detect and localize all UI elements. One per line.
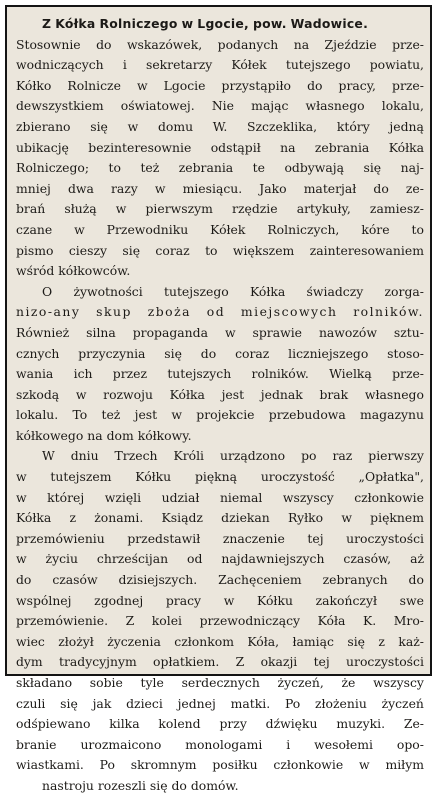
- article-word: muzyki.: [336, 716, 386, 732]
- article-word: miejscowych: [240, 304, 338, 320]
- article-word: sekretarzy: [145, 57, 213, 73]
- article-word: tej: [307, 530, 324, 546]
- article-word: własnego: [305, 98, 365, 114]
- article-word: wspólnej: [16, 592, 72, 608]
- article-word: Stosownie: [16, 36, 81, 52]
- article-word: do: [16, 572, 32, 588]
- article-word: Kółka: [249, 283, 286, 299]
- article-word: ze-: [405, 180, 424, 196]
- article-word: Również: [16, 324, 70, 340]
- article-word: tutejszem: [50, 469, 112, 485]
- article-word: się: [164, 345, 182, 361]
- article-word: W.: [212, 118, 228, 134]
- article-word: skromnym: [130, 757, 197, 773]
- article-word: do: [408, 572, 424, 588]
- article-word: Z: [125, 613, 135, 629]
- article-word: w: [74, 221, 85, 237]
- article-word: sprawie: [252, 324, 302, 340]
- article-word: Króli: [173, 448, 205, 464]
- article-word: tyle: [140, 675, 164, 690]
- article-word: mając: [251, 98, 289, 114]
- article-line: [16, 735, 424, 756]
- article-word: się: [60, 695, 78, 711]
- article-line: [16, 179, 424, 200]
- article-word: dniu: [70, 448, 99, 464]
- article-word: udział: [161, 489, 200, 505]
- article-line: [16, 529, 424, 550]
- article-line: [16, 694, 424, 715]
- article-word: zainteresowaniem: [309, 242, 424, 258]
- article-word: składano: [16, 675, 73, 690]
- article-word: kółkowego: [16, 427, 84, 443]
- article-word: kolei: [151, 613, 183, 629]
- article-word: Przewodniku: [106, 221, 189, 237]
- article-word: z: [378, 633, 385, 649]
- article-word: domów.: [190, 777, 239, 793]
- article-word: Nie: [211, 98, 234, 114]
- article-word: miłym: [385, 757, 424, 773]
- article-word: do: [96, 36, 112, 52]
- article-word: liczniejszego: [288, 345, 369, 361]
- article-word: życzeń: [381, 695, 424, 711]
- article-word: Zachęceniem: [218, 572, 302, 588]
- article-word: pismo: [16, 242, 54, 258]
- article-word: własnego: [364, 386, 424, 402]
- article-word: świadczy: [306, 283, 364, 299]
- article-line: [16, 344, 424, 365]
- article-word: w: [341, 510, 352, 526]
- article-word: zorga-: [384, 283, 424, 299]
- article-word: monologami: [185, 736, 263, 752]
- article-word: na: [280, 139, 296, 155]
- article-word: Ryłko: [288, 510, 324, 526]
- article-word: członkowie: [354, 489, 424, 505]
- article-word: nizo-any: [16, 304, 81, 320]
- article-word: pracy: [165, 592, 202, 608]
- article-word: z: [69, 510, 77, 526]
- article-word: Kóła,: [247, 633, 280, 649]
- article-word: w: [223, 592, 235, 608]
- article-word: uroczystość: [260, 469, 335, 485]
- article-word: przyczynia: [78, 345, 146, 361]
- article-line: [16, 570, 424, 591]
- article-word: w: [224, 324, 236, 340]
- article-line: [16, 508, 424, 529]
- article-word: przy: [219, 716, 247, 732]
- article-word: posiłku: [212, 757, 258, 773]
- article-word: kółkowców.: [58, 263, 131, 279]
- article-word: w: [16, 551, 27, 567]
- article-word: serdecznych: [181, 675, 260, 690]
- article-word: jest: [221, 386, 245, 402]
- article-word: Kółka: [169, 386, 205, 402]
- article-word: której: [47, 489, 85, 505]
- article-word: do: [373, 180, 389, 196]
- article-word: aż: [410, 551, 424, 567]
- article-word: jedną: [389, 118, 424, 134]
- article-word: cznych: [16, 345, 60, 361]
- article-word: lokalu.: [16, 407, 59, 423]
- article-word: wesołemi: [314, 736, 373, 752]
- article-word: podanych: [217, 36, 279, 52]
- article-word: Lgocie,: [197, 16, 250, 31]
- article-word: lokalu,: [381, 98, 424, 114]
- article-word: kółkowy.: [137, 427, 192, 443]
- article-word: Mro-: [393, 613, 424, 629]
- article-word: brak: [319, 386, 349, 402]
- article-word: w: [154, 180, 166, 196]
- article-line: [16, 76, 424, 97]
- article-word: w: [171, 407, 182, 423]
- article-word: uroczystości: [346, 654, 424, 670]
- article-word: Kółku: [257, 592, 293, 608]
- article-word: projekcie: [196, 407, 255, 423]
- article-word: dwa: [67, 180, 94, 196]
- article-word: nastroju: [42, 777, 94, 793]
- article-word: silna: [86, 324, 116, 340]
- article-word: życzeń,: [277, 675, 324, 690]
- article-line: [16, 755, 424, 776]
- article-word: dziekan: [221, 510, 270, 526]
- article-word: Ksiądz: [161, 510, 203, 526]
- article-word: coraz: [155, 242, 190, 258]
- article-word: piękną: [194, 469, 238, 485]
- article-line: [16, 158, 424, 179]
- article-word: w: [75, 386, 87, 402]
- article-word: Kółka: [16, 510, 52, 526]
- article-word: K.: [362, 613, 377, 629]
- article-word: szkodą: [16, 386, 60, 402]
- article-word: złożył: [58, 633, 94, 649]
- article-word: się: [347, 633, 366, 649]
- article-word: w: [127, 118, 139, 134]
- article-word: Kółku: [135, 469, 172, 485]
- article-word: dym: [16, 654, 43, 670]
- article-word: do: [200, 345, 217, 361]
- article-word: nawozów: [318, 324, 377, 340]
- article-word: Rolniczego: [99, 16, 178, 31]
- article-line: [16, 632, 424, 653]
- article-word: Zjeździe: [324, 36, 377, 52]
- article-line: [16, 241, 424, 262]
- article-line: [16, 261, 424, 282]
- article-line: [16, 673, 424, 694]
- article-line: [16, 467, 424, 488]
- article-word: od: [206, 304, 226, 320]
- article-word: powiatu,: [369, 57, 424, 73]
- article-word: zamiesz-: [369, 201, 424, 217]
- article-word: łamiąc: [292, 633, 334, 649]
- article-word: tutejszego: [163, 283, 229, 299]
- article-line: [16, 14, 424, 35]
- article-word: tutejszych: [167, 366, 232, 382]
- article-word: w: [16, 469, 27, 485]
- article-word: uroczystości: [346, 530, 424, 546]
- article-word: W: [42, 448, 55, 464]
- article-word: Rolniczych,: [267, 221, 340, 237]
- article-word: się: [90, 118, 108, 134]
- article-word: wodniczących: [16, 57, 104, 73]
- article-word: Trzech: [114, 448, 158, 464]
- article-word: złożeniu: [315, 695, 367, 711]
- article-word: prze-: [392, 36, 424, 52]
- article-word: przedstawił: [127, 530, 201, 546]
- article-word: członkom: [174, 633, 234, 649]
- article-word: w: [359, 757, 370, 773]
- article-word: Kółka: [55, 16, 96, 31]
- article-line: [16, 199, 424, 220]
- article-word: rolników.: [251, 366, 309, 382]
- article-word: przewodniczący: [199, 613, 301, 629]
- article-word: Lgocie: [163, 77, 206, 93]
- article-word: Po: [99, 757, 115, 773]
- article-word: się: [363, 160, 382, 176]
- article-word: artykuły,: [296, 201, 351, 217]
- article-line: [16, 117, 424, 138]
- article-word: też: [101, 407, 121, 423]
- article-word: życzenia: [107, 633, 161, 649]
- article-word: miesiącu.: [182, 180, 243, 196]
- article-word: pracy,: [338, 77, 376, 93]
- article-word: pierwszym: [145, 201, 213, 217]
- article-word: wskazówek,: [126, 36, 203, 52]
- article-word: ubikację: [16, 139, 69, 155]
- article-word: czane: [16, 221, 53, 237]
- article-word: jak: [92, 695, 112, 711]
- article-word: jednak: [260, 386, 303, 402]
- article-word: wiastkami.: [16, 757, 84, 773]
- article-word: i: [286, 736, 291, 752]
- article-word: prze-: [392, 77, 424, 93]
- article-word: magazynu: [360, 407, 424, 423]
- article-word: prze-: [392, 366, 424, 382]
- article-word: urządzono: [219, 448, 286, 464]
- article-word: tej: [313, 654, 330, 670]
- article-word: żonami.: [94, 510, 144, 526]
- article-word: od: [187, 551, 203, 567]
- article-word: skup: [96, 304, 132, 320]
- article-word: rozwoju: [103, 386, 153, 402]
- article-word: domu: [157, 118, 194, 134]
- article-word: przemówienie.: [16, 613, 109, 629]
- article-word: cieszy: [68, 242, 107, 258]
- article-line: [16, 96, 424, 117]
- article-word: rolników.: [353, 304, 424, 320]
- article-line: [16, 405, 424, 426]
- newspaper-clipping: [5, 5, 432, 793]
- article-word: sztu-: [393, 324, 424, 340]
- article-line: [16, 55, 424, 76]
- article-word: zebranych: [322, 572, 388, 588]
- article-word: branie: [16, 736, 57, 752]
- article-word: jest: [134, 407, 158, 423]
- article-word: rzędzie: [232, 201, 278, 217]
- article-word: pow.: [252, 16, 287, 31]
- article-word: każ-: [398, 633, 424, 649]
- article-word: do: [307, 77, 323, 93]
- article-word: zbierano: [16, 118, 71, 134]
- article-word: na: [87, 427, 103, 443]
- article-line: [16, 549, 424, 570]
- article-word: rozeszli: [97, 777, 146, 793]
- article-word: pierwszy: [368, 448, 424, 464]
- article-word: Kółko: [16, 77, 52, 93]
- article-word: to: [411, 221, 424, 237]
- article-word: ich: [73, 366, 93, 382]
- article-word: w: [136, 77, 148, 93]
- article-word: odbywają: [284, 160, 344, 176]
- article-word: w: [181, 16, 194, 31]
- article-word: wszyscy: [282, 489, 334, 505]
- article-word: zakończył: [315, 592, 377, 608]
- article-word: kolend: [158, 716, 201, 732]
- article-word: sobie: [89, 675, 123, 690]
- article-word: mniej: [16, 180, 51, 196]
- article-word: dom: [106, 427, 134, 443]
- article-word: do: [171, 777, 187, 793]
- article-word: brań: [16, 201, 46, 217]
- article-word: wszyscy: [373, 675, 424, 690]
- article-word: Kółek: [231, 57, 267, 73]
- article-word: Szczeklika,: [247, 118, 318, 134]
- article-line: [16, 591, 424, 612]
- article-word: O: [42, 283, 53, 299]
- article-word: oświatowej.: [120, 98, 195, 114]
- article-word: Kóła: [317, 613, 346, 629]
- article-word: tradycyjnym: [59, 654, 137, 670]
- article-word: to: [108, 160, 121, 176]
- article-word: kóre: [361, 221, 390, 237]
- article-word: w: [16, 489, 27, 505]
- article-body: [16, 14, 424, 797]
- article-word: żywotności: [73, 283, 143, 299]
- article-word: życiu: [45, 551, 78, 567]
- article-word: odstąpił: [210, 139, 261, 155]
- article-word: Po: [284, 695, 301, 711]
- article-word: propaganda: [132, 324, 208, 340]
- article-word: odśpiewano: [16, 716, 91, 732]
- article-word: kilka: [109, 716, 140, 732]
- article-word: zboża: [147, 304, 191, 320]
- article-line: [16, 611, 424, 632]
- article-word: przez: [112, 366, 148, 382]
- article-word: większem: [232, 242, 295, 258]
- article-word: zebrania: [178, 160, 234, 176]
- article-word: Kółek: [210, 221, 246, 237]
- article-word: raz: [332, 448, 353, 464]
- article-word: Jako: [259, 180, 287, 196]
- article-word: materjał: [303, 180, 357, 196]
- article-word: służą: [64, 201, 97, 217]
- article-word: Z: [42, 16, 52, 31]
- article-word: matki.: [230, 695, 271, 711]
- article-word: w: [115, 201, 127, 217]
- article-word: przemówieniu: [16, 530, 105, 546]
- article-word: czuli: [16, 695, 46, 711]
- article-word: wzięli: [104, 489, 142, 505]
- article-word: okazji: [260, 654, 298, 670]
- article-word: się: [122, 242, 141, 258]
- article-word: coraz: [235, 345, 270, 361]
- article-word: opo-: [396, 736, 424, 752]
- article-line: [16, 302, 424, 323]
- article-word: zgodnej: [94, 592, 144, 608]
- article-line: [16, 385, 424, 406]
- article-word: naj-: [400, 160, 424, 176]
- article-word: zebrania: [314, 139, 370, 155]
- article-word: i: [122, 57, 127, 73]
- article-word: bezinteresownie: [88, 139, 192, 155]
- article-word: Kółka: [388, 139, 424, 155]
- article-word: dzisiejszych.: [118, 572, 198, 588]
- article-word: opłatkiem.: [153, 654, 220, 670]
- article-word: urozmaicono: [80, 736, 162, 752]
- article-word: przystąpiło: [221, 77, 292, 93]
- article-word: najdawniejszych: [221, 551, 325, 567]
- article-word: dźwięku: [265, 716, 318, 732]
- article-word: dewszystkiem: [16, 98, 104, 114]
- article-word: stoso-: [387, 345, 424, 361]
- article-word: To: [72, 407, 88, 423]
- article-word: „Opłatka",: [358, 469, 424, 485]
- article-word: na: [293, 36, 310, 52]
- article-word: Wadowice.: [290, 16, 369, 31]
- article-line: [16, 364, 424, 385]
- article-word: swe: [399, 592, 424, 608]
- article-word: Rolniczego;: [16, 160, 90, 176]
- article-word: chrześcijan: [96, 551, 169, 567]
- article-line: [16, 282, 424, 303]
- article-word: tutejszego: [285, 57, 351, 73]
- article-word: czasów,: [343, 551, 392, 567]
- article-word: członkowie: [273, 757, 344, 773]
- article-line: [16, 35, 424, 56]
- article-word: wania: [16, 366, 54, 382]
- article-word: znaczenie: [222, 530, 285, 546]
- article-line: [16, 652, 424, 673]
- article-line: [16, 138, 424, 159]
- article-line: [16, 714, 424, 735]
- article-line: [16, 220, 424, 241]
- article-line: [16, 323, 424, 344]
- article-line: [16, 426, 424, 447]
- article-word: pięknem: [370, 510, 424, 526]
- article-word: wiec: [16, 633, 45, 649]
- article-line: [16, 488, 424, 509]
- article-word: że: [341, 675, 356, 690]
- article-word: który: [336, 118, 370, 134]
- article-word: Rolnicze: [67, 77, 121, 93]
- article-word: dzieci: [126, 695, 163, 711]
- article-word: Ze-: [403, 716, 424, 732]
- article-word: po: [301, 448, 317, 464]
- article-word: razy: [110, 180, 138, 196]
- article-word: czasów: [52, 572, 98, 588]
- article-word: też: [140, 160, 160, 176]
- article-word: niemal: [219, 489, 263, 505]
- article-line: [16, 776, 424, 797]
- article-word: Z: [235, 654, 245, 670]
- article-word: przebudowa: [268, 407, 346, 423]
- article-word: się: [149, 777, 168, 793]
- article-word: jednej: [177, 695, 216, 711]
- article-line: [16, 446, 424, 467]
- article-word: te: [252, 160, 265, 176]
- article-word: wśród: [16, 263, 55, 279]
- article-word: Wielką: [329, 366, 372, 382]
- article-word: to: [205, 242, 218, 258]
